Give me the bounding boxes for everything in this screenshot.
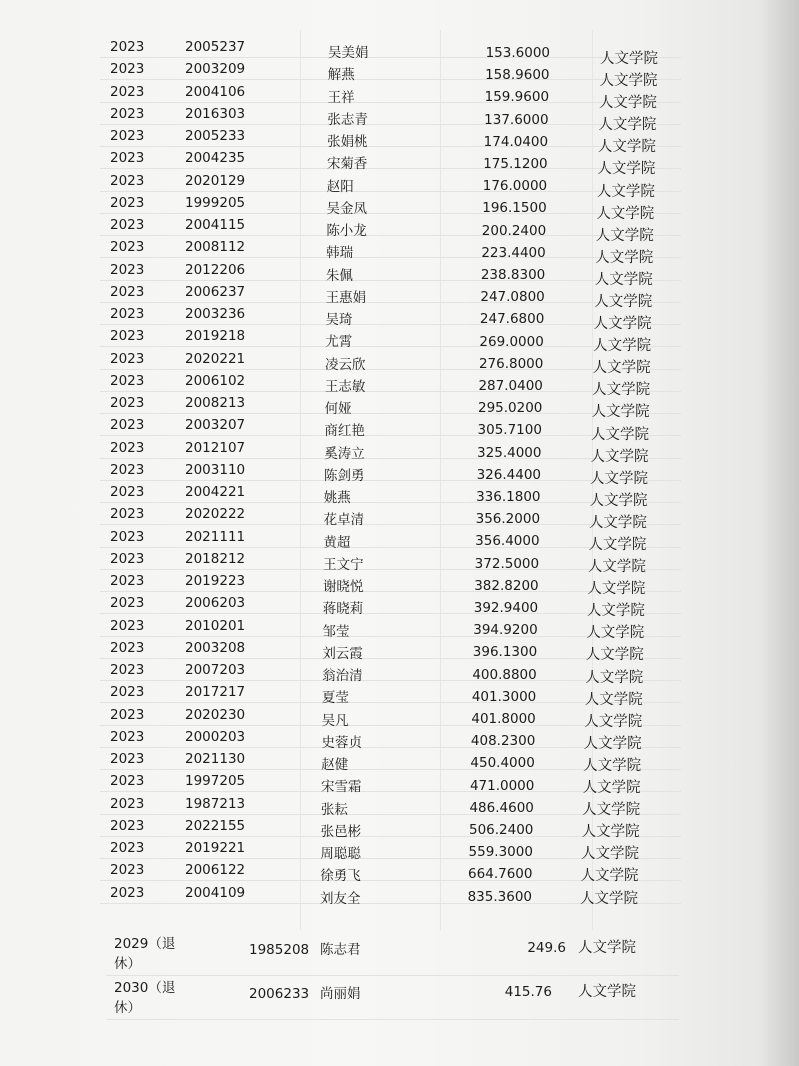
staff-id-cell: 2012107 xyxy=(185,439,246,456)
amount-cell: 200.2400 xyxy=(481,222,547,239)
table-row xyxy=(0,770,799,797)
year-cell: 2023 xyxy=(110,662,145,678)
year-cell: 2023 xyxy=(110,840,145,856)
amount-cell: 336.1800 xyxy=(476,488,541,505)
name-cell: 韩瑞 xyxy=(326,245,354,262)
staff-id-cell: 2012206 xyxy=(185,261,246,278)
staff-id-cell: 2007203 xyxy=(185,662,246,678)
department-cell: 人文学院 xyxy=(585,647,644,664)
name-cell: 宋菊香 xyxy=(326,156,368,173)
name-cell: 宋雪霜 xyxy=(321,779,362,796)
name-cell: 张耘 xyxy=(320,801,348,818)
year-cell: 2023 xyxy=(110,773,145,790)
name-cell: 翁治清 xyxy=(322,668,363,684)
name-cell: 徐勇飞 xyxy=(320,868,361,885)
table-row xyxy=(0,748,799,774)
amount-cell: 196.1500 xyxy=(482,200,547,217)
year-cell: 2023 xyxy=(110,417,145,434)
year-cell: 2023 xyxy=(110,461,145,478)
amount-cell: 174.0400 xyxy=(483,133,549,150)
amount-cell: 486.4600 xyxy=(469,799,534,816)
department-cell: 人文学院 xyxy=(588,537,647,554)
amount-cell: 276.8000 xyxy=(478,355,544,372)
name-cell: 何娅 xyxy=(324,401,352,417)
table-row xyxy=(0,592,799,620)
year-cell: 2023 xyxy=(110,862,145,879)
name-cell: 解燕 xyxy=(327,67,355,84)
name-cell: 周聪聪 xyxy=(320,846,361,862)
table-row xyxy=(0,459,799,487)
department-cell: 人文学院 xyxy=(593,338,652,355)
department-cell: 人文学院 xyxy=(582,802,641,819)
table-row xyxy=(0,325,799,355)
staff-id-cell: 2004109 xyxy=(185,884,246,901)
name-cell: 史蓉贞 xyxy=(321,734,362,751)
name-cell: 张娟桃 xyxy=(327,134,368,150)
year-cell: 2023 xyxy=(110,706,145,723)
year-cell: 2023 xyxy=(110,728,145,745)
name-cell: 夏莹 xyxy=(321,690,349,707)
staff-id-cell: 2020222 xyxy=(185,506,246,523)
table-row xyxy=(0,103,799,134)
year-cell: 2023 xyxy=(110,283,145,300)
amount-cell: 401.3000 xyxy=(471,688,537,705)
department-cell: 人文学院 xyxy=(578,984,636,1000)
table-row xyxy=(0,681,799,708)
table-row xyxy=(0,259,799,288)
table-row xyxy=(0,125,799,156)
staff-id-cell: 2010201 xyxy=(185,617,246,634)
staff-id-cell: 2006122 xyxy=(185,862,246,879)
year-cell: 2030（退 xyxy=(114,980,176,996)
department-cell: 人文学院 xyxy=(581,846,640,863)
staff-id-cell: 1987213 xyxy=(185,795,246,812)
name-cell: 陈小龙 xyxy=(326,223,367,239)
table-row xyxy=(0,303,799,333)
table-row xyxy=(0,481,799,509)
department-cell: 人文学院 xyxy=(591,426,650,443)
amount-cell: 408.2300 xyxy=(470,733,536,750)
table-row xyxy=(0,236,799,266)
table-row xyxy=(0,637,799,664)
staff-id-cell: 2021130 xyxy=(185,751,246,767)
department-cell: 人文学院 xyxy=(599,73,658,90)
amount-cell: 137.6000 xyxy=(484,111,549,128)
name-cell: 吴琦 xyxy=(325,312,353,328)
department-cell: 人文学院 xyxy=(578,940,636,956)
amount-cell: 396.1300 xyxy=(472,644,538,661)
year-cell: 2023 xyxy=(110,172,145,189)
table-row xyxy=(0,837,799,863)
amount-cell: 158.9600 xyxy=(485,67,550,84)
department-cell: 人文学院 xyxy=(594,294,653,310)
staff-id-cell: 2004115 xyxy=(185,217,246,233)
table-row xyxy=(0,704,799,730)
name-cell: 花卓清 xyxy=(323,512,365,529)
table-row xyxy=(0,36,799,67)
amount-cell: 835.3600 xyxy=(467,888,532,905)
amount-cell: 400.8800 xyxy=(472,666,537,683)
year-cell: 2023 xyxy=(110,506,145,523)
department-cell: 人文学院 xyxy=(592,360,651,377)
staff-id-cell: 2019223 xyxy=(185,573,246,589)
staff-id-cell: 2006203 xyxy=(185,595,246,612)
staff-id-cell: 2008213 xyxy=(185,395,246,411)
name-cell: 王祥 xyxy=(327,89,355,106)
department-cell: 人文学院 xyxy=(594,271,653,288)
amount-cell: 356.4000 xyxy=(475,533,540,550)
name-cell: 赵健 xyxy=(321,757,349,773)
amount-cell: 415.76 xyxy=(504,984,552,1000)
amount-cell: 287.0400 xyxy=(478,377,543,394)
department-cell: 人文学院 xyxy=(580,868,639,885)
name-cell: 王惠娟 xyxy=(325,289,367,306)
retired-row xyxy=(0,934,799,976)
department-cell: 人文学院 xyxy=(590,448,649,465)
amount-cell: 247.6800 xyxy=(479,311,545,328)
staff-id-cell: 2008112 xyxy=(185,239,246,256)
year-cell: 2029（退 xyxy=(114,936,176,952)
staff-id-cell: 2006233 xyxy=(249,986,310,1002)
staff-id-cell: 1997205 xyxy=(185,773,246,790)
amount-cell: 664.7600 xyxy=(468,866,533,883)
department-cell: 人文学院 xyxy=(587,559,646,576)
amount-cell: 305.7100 xyxy=(477,422,542,439)
name-cell: 陈志君 xyxy=(320,942,361,958)
department-cell: 人文学院 xyxy=(582,780,641,797)
table-row xyxy=(0,526,799,554)
staff-id-cell: 2003209 xyxy=(185,61,246,78)
staff-id-cell: 2006102 xyxy=(185,372,246,389)
table-row xyxy=(0,392,799,421)
year-cell: 2023 xyxy=(110,795,145,812)
year-cell: 2023 xyxy=(110,528,145,545)
table-row xyxy=(0,793,799,819)
amount-cell: 382.8200 xyxy=(474,577,539,594)
department-cell: 人文学院 xyxy=(596,183,655,200)
department-cell: 人文学院 xyxy=(597,139,656,156)
year-cell: 2023 xyxy=(110,83,145,100)
department-cell: 人文学院 xyxy=(587,581,646,598)
amount-cell: 159.9600 xyxy=(484,89,550,106)
staff-id-cell: 2003110 xyxy=(185,461,246,478)
year-cell: 2023 xyxy=(110,817,145,834)
retired-row xyxy=(0,978,799,1020)
name-cell: 赵阳 xyxy=(326,178,354,195)
name-cell: 奚涛立 xyxy=(324,445,365,462)
table-row xyxy=(0,437,799,465)
amount-cell: 175.1200 xyxy=(483,155,548,172)
name-cell: 吴凡 xyxy=(321,712,349,729)
year-cell: 2023 xyxy=(110,573,145,589)
staff-id-cell: 2003236 xyxy=(185,306,246,322)
table-row xyxy=(0,882,799,907)
year-cell: 2023 xyxy=(110,484,145,500)
table-row xyxy=(0,281,799,310)
year-cell-continued: 休） xyxy=(114,956,141,972)
department-cell: 人文学院 xyxy=(596,205,655,222)
table-row xyxy=(0,615,799,642)
table-row xyxy=(0,192,799,222)
staff-id-cell: 2019221 xyxy=(185,840,246,856)
department-cell: 人文学院 xyxy=(590,470,648,487)
name-cell: 张邑彬 xyxy=(320,823,362,840)
name-cell: 谢晓悦 xyxy=(322,579,364,595)
page-shadow xyxy=(759,0,799,1066)
staff-id-cell: 2016303 xyxy=(185,105,246,122)
name-cell: 商红艳 xyxy=(324,423,365,440)
year-cell: 2023 xyxy=(110,306,145,322)
amount-cell: 247.0800 xyxy=(480,289,545,306)
table-row xyxy=(0,81,799,112)
staff-id-cell: 2005233 xyxy=(185,128,246,144)
table-row xyxy=(0,214,799,244)
department-cell: 人文学院 xyxy=(589,492,648,509)
name-cell: 姚燕 xyxy=(323,490,351,506)
staff-id-cell: 2004235 xyxy=(185,150,246,167)
year-cell: 2023 xyxy=(110,350,145,367)
amount-cell: 325.4000 xyxy=(477,444,542,461)
table-row xyxy=(0,570,799,598)
staff-id-cell: 2017217 xyxy=(185,684,246,701)
amount-cell: 394.9200 xyxy=(473,622,538,639)
name-cell: 王文宁 xyxy=(323,556,364,573)
year-cell: 2023 xyxy=(110,39,145,55)
department-cell: 人文学院 xyxy=(580,890,638,907)
department-cell: 人文学院 xyxy=(598,95,657,112)
staff-id-cell: 2021111 xyxy=(185,528,246,545)
staff-id-cell: 2004221 xyxy=(185,484,246,500)
table-row xyxy=(0,58,799,90)
staff-id-cell: 2019218 xyxy=(185,328,246,345)
row-rule xyxy=(106,975,679,976)
name-cell: 刘云霞 xyxy=(322,645,363,662)
table-row xyxy=(0,815,799,841)
amount-cell: 249.6 xyxy=(527,940,566,956)
name-cell: 邹莹 xyxy=(322,623,350,640)
year-cell: 2023 xyxy=(110,239,145,256)
amount-cell: 153.6000 xyxy=(485,45,550,61)
staff-id-cell: 2004106 xyxy=(185,83,246,100)
department-cell: 人文学院 xyxy=(595,227,654,244)
year-cell: 2023 xyxy=(110,261,145,278)
department-cell: 人文学院 xyxy=(586,625,645,642)
department-cell: 人文学院 xyxy=(600,51,658,67)
amount-cell: 392.9400 xyxy=(473,599,539,616)
year-cell: 2023 xyxy=(110,217,145,233)
staff-id-cell: 1999205 xyxy=(185,194,246,211)
year-cell: 2023 xyxy=(110,884,145,901)
department-cell: 人文学院 xyxy=(585,669,644,686)
amount-cell: 326.4400 xyxy=(476,466,541,483)
amount-cell: 450.4000 xyxy=(470,755,535,772)
table-row xyxy=(0,503,799,531)
name-cell: 尚丽娟 xyxy=(320,986,361,1002)
staff-id-cell: 2020221 xyxy=(185,350,246,367)
department-cell: 人文学院 xyxy=(588,514,647,531)
staff-id-cell: 2003207 xyxy=(185,417,246,434)
staff-id-cell: 1985208 xyxy=(249,942,310,958)
name-cell: 吴美娟 xyxy=(328,45,369,61)
name-cell: 朱佩 xyxy=(325,267,353,284)
table-row xyxy=(0,659,799,686)
staff-id-cell: 2020129 xyxy=(185,172,246,189)
department-cell: 人文学院 xyxy=(591,404,650,421)
amount-cell: 471.0000 xyxy=(469,777,535,794)
amount-cell: 176.0000 xyxy=(482,178,548,195)
staff-id-cell: 2018212 xyxy=(185,550,246,567)
year-cell: 2023 xyxy=(110,372,145,389)
department-cell: 人文学院 xyxy=(581,824,640,841)
amount-cell: 238.8300 xyxy=(480,266,546,283)
year-cell: 2023 xyxy=(110,595,145,612)
staff-id-cell: 2003208 xyxy=(185,639,246,656)
department-cell: 人文学院 xyxy=(598,117,657,134)
department-cell: 人文学院 xyxy=(592,382,651,399)
amount-cell: 559.3000 xyxy=(468,844,533,861)
name-cell: 蒋晓莉 xyxy=(322,601,364,618)
staff-id-cell: 2006237 xyxy=(185,283,246,300)
amount-cell: 401.8000 xyxy=(471,710,536,727)
department-cell: 人文学院 xyxy=(593,316,652,333)
name-cell: 陈剑勇 xyxy=(324,467,365,484)
year-cell: 2023 xyxy=(110,328,145,345)
department-cell: 人文学院 xyxy=(586,603,645,620)
name-cell: 凌云欣 xyxy=(325,356,366,373)
year-cell: 2023 xyxy=(110,751,145,767)
year-cell: 2023 xyxy=(110,684,145,701)
table-row xyxy=(0,726,799,752)
name-cell: 黄超 xyxy=(323,534,351,551)
table-row xyxy=(0,548,799,576)
amount-cell: 356.2000 xyxy=(475,511,541,528)
table-row xyxy=(0,147,799,178)
table-row xyxy=(0,859,799,885)
table-row xyxy=(0,370,799,399)
year-cell-continued: 休） xyxy=(114,1000,141,1016)
amount-cell: 269.0000 xyxy=(479,333,544,350)
year-cell: 2023 xyxy=(110,395,145,411)
department-cell: 人文学院 xyxy=(584,691,643,708)
amount-cell: 372.5000 xyxy=(474,555,540,572)
row-rule xyxy=(106,1019,679,1020)
amount-cell: 223.4400 xyxy=(481,244,546,261)
department-cell: 人文学院 xyxy=(583,735,642,752)
staff-id-cell: 2000203 xyxy=(185,728,246,745)
name-cell: 尤霄 xyxy=(325,334,353,351)
department-cell: 人文学院 xyxy=(583,757,642,774)
year-cell: 2023 xyxy=(110,128,145,144)
department-cell: 人文学院 xyxy=(584,713,643,730)
name-cell: 王志敏 xyxy=(324,378,366,395)
table-row xyxy=(0,348,799,377)
year-cell: 2023 xyxy=(110,617,145,634)
amount-cell: 506.2400 xyxy=(468,821,534,838)
name-cell: 张志青 xyxy=(327,111,368,128)
name-cell: 吴金凤 xyxy=(326,200,368,217)
name-cell: 刘友全 xyxy=(320,890,361,907)
staff-id-cell: 2020230 xyxy=(185,706,246,723)
department-cell: 人文学院 xyxy=(595,249,654,266)
staff-id-cell: 2005237 xyxy=(185,39,246,55)
amount-cell: 295.0200 xyxy=(477,400,543,417)
year-cell: 2023 xyxy=(110,550,145,567)
table-row xyxy=(0,414,799,443)
year-cell: 2023 xyxy=(110,150,145,167)
table-row xyxy=(0,170,799,200)
year-cell: 2023 xyxy=(110,639,145,656)
year-cell: 2023 xyxy=(110,194,145,211)
year-cell: 2023 xyxy=(110,105,145,122)
department-cell: 人文学院 xyxy=(597,161,656,178)
year-cell: 2023 xyxy=(110,439,145,456)
staff-id-cell: 2022155 xyxy=(185,817,246,834)
year-cell: 2023 xyxy=(110,61,145,78)
